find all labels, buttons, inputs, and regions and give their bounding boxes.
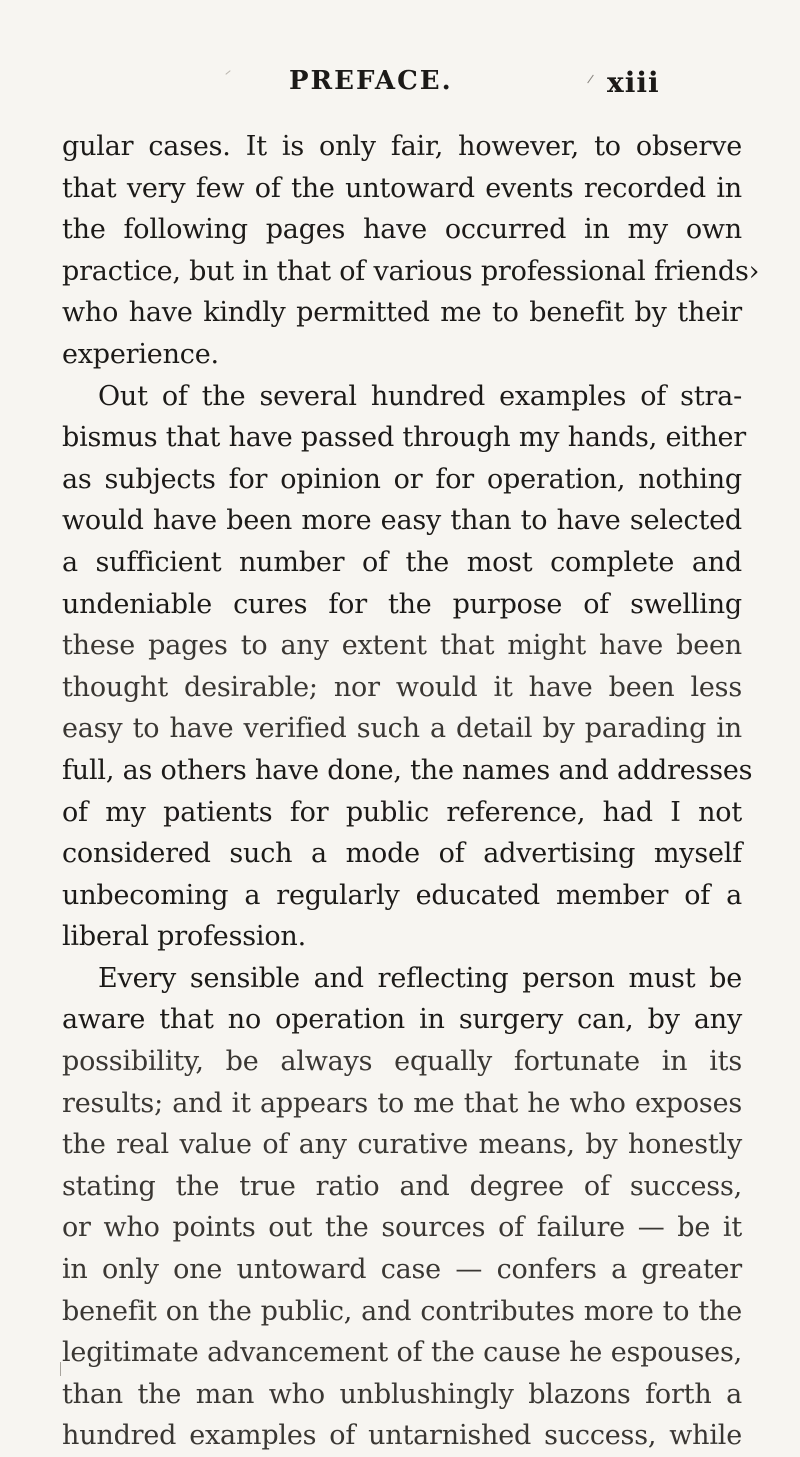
text-line: benefit on the public, and contributes more to the bbox=[62, 1295, 742, 1327]
text-line: aware that no operation in surgery can, by any bbox=[62, 1004, 742, 1036]
text-line: practice, but in that of various professional friends› bbox=[62, 255, 760, 287]
text-line: considered such a mode of advertising myself bbox=[62, 838, 742, 870]
page-number: xiii bbox=[607, 66, 660, 99]
running-head-title: PREFACE. bbox=[289, 66, 453, 96]
text-line: thought desirable; nor would it have been less bbox=[62, 671, 742, 703]
text-line: Out of the several hundred examples of stra- bbox=[98, 380, 742, 412]
text-line: or who points out the sources of failure — be it bbox=[62, 1212, 742, 1244]
text-line: of my patients for public reference, had I not bbox=[62, 796, 742, 828]
text-line: a sufficient number of the most complete and bbox=[62, 546, 742, 578]
text-line: gular cases. It is only fair, however, to observe bbox=[62, 131, 742, 162]
text-line: the following pages have occurred in my own bbox=[62, 214, 742, 246]
text-line: that very few of the untoward events recorded in bbox=[62, 172, 742, 204]
text-line: would have been more easy than to have selected bbox=[62, 505, 742, 537]
text-line: undeniable cures for the purpose of swelling bbox=[62, 588, 742, 620]
text-line: easy to have verified such a detail by parading in bbox=[62, 713, 742, 745]
text-line: than the man who unblushingly blazons forth a bbox=[62, 1378, 742, 1410]
text-line: as subjects for opinion or for operation, nothing bbox=[62, 463, 742, 495]
text-line: legitimate advancement of the cause he espouses, bbox=[62, 1337, 742, 1369]
page-mark bbox=[60, 1362, 61, 1376]
running-head bbox=[0, 66, 800, 110]
text-line: hundred examples of untarnished success, while bbox=[62, 1420, 742, 1452]
text-line: possibility, be always equally fortunate in its bbox=[62, 1046, 742, 1078]
text-line: stating the true ratio and degree of success, bbox=[62, 1170, 742, 1202]
text-line: who have kindly permitted me to benefit by their bbox=[62, 297, 742, 329]
text-line: liberal profession. bbox=[62, 921, 306, 953]
body-text bbox=[62, 126, 760, 1457]
text-line: full, as others have done, the names and addresses bbox=[62, 754, 753, 786]
page-mark bbox=[587, 75, 594, 84]
text-line: experience. bbox=[62, 338, 219, 370]
text-line: these pages to any extent that might have been bbox=[62, 630, 742, 662]
text-line: unbecoming a regularly educated member of a bbox=[62, 879, 742, 911]
text-line: Every sensible and reflecting person must be bbox=[98, 962, 742, 994]
text-line: in only one untoward case — confers a greater bbox=[62, 1254, 742, 1286]
text-line: results; and it appears to me that he who exposes bbox=[62, 1087, 742, 1119]
text-line: the real value of any curative means, by honestly bbox=[62, 1129, 742, 1161]
text-line: bismus that have passed through my hands, either bbox=[62, 422, 747, 454]
